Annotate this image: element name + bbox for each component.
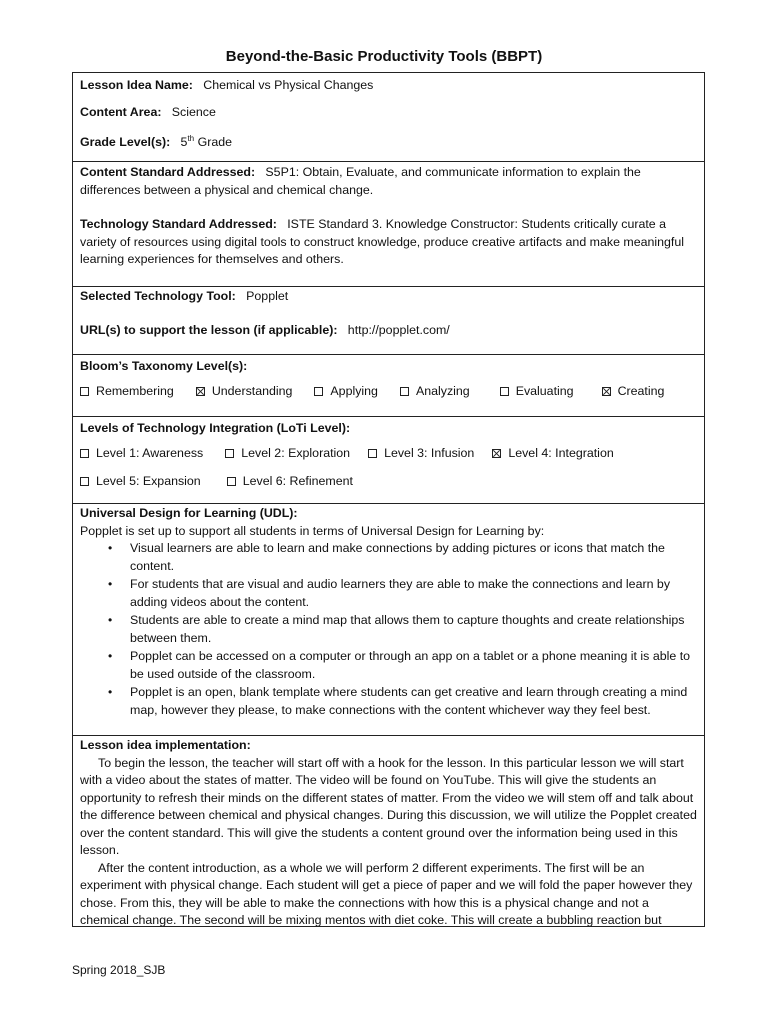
grade-level-label: Grade Level(s): [80,135,171,150]
udl-bullet-item: • Popplet is an open, blank template where students can get creative and learn through creating a mind map, however they please, to make connections with the content whichever way they feel best. [130,684,697,719]
checkbox-label: Analyzing [415,383,470,398]
implementation-paragraph-1: To begin the lesson, the teacher will start off with a hook for the lesson. In this particular lesson we will start with a video about the states of matter. The video will be found on YouTube. This will give the students an opportunity to refresh their minds on the different states of matter. From the video we will stem off and talk about the difference between chemical and physical changes. During this discussion, we will utilize the Popplet created over the content standard. This will give the students a content ground over the information being used in this lesson. [80,755,697,857]
checkbox-label: Evaluating [515,383,574,398]
checkbox-label: Remembering [96,383,174,398]
checkbox-label: Level 3: Infusion [384,445,475,460]
technology-standard-value: ISTE Standard 3. Knowledge Constructor: Students critically curate a variety of resources using digital tools to construct knowledge, produce creative artifacts and make meaningful learning experiences for themselves and others. [80,217,685,266]
checkbox-label: Level 5: Expansion [96,473,201,488]
unchecked-box-icon[interactable] [314,387,323,396]
content-standard-value: S5P1: Obtain, Evaluate, and communicate information to explain the differences between a physical and chemical change. [80,165,641,197]
tool-value: Popplet [246,289,289,303]
implementation-heading: Lesson idea implementation: [80,738,251,752]
grade-level-value: 5th Grade [180,134,233,150]
checkbox-option[interactable] [400,383,470,401]
udl-bullet-item: • Students are able to create a mind map that allows them to capture thoughts and create relationships between them. [130,612,697,647]
udl-intro: Popplet is set up to support all students in terms of Universal Design for Learning by: [80,523,545,538]
udl-bullet-list [80,540,697,719]
checkbox-option[interactable] [196,383,293,401]
unchecked-box-icon[interactable] [227,477,236,486]
checkbox-label: Applying [330,383,378,398]
checkbox-option[interactable] [80,473,201,491]
lesson-form [72,72,705,927]
blooms-checkbox-row [80,381,697,403]
checkbox-label: Level 4: Integration [508,445,614,460]
loti-checkbox-row-1 [80,443,697,465]
unchecked-box-icon[interactable] [80,449,89,458]
url-label: URL(s) to support the lesson (if applicable): [80,322,338,337]
implementation-paragraph-2: After the content introduction, as a whole we will perform 2 different experiments. The first will be an experiment with physical change. Each student will get a piece of paper and we will fold the paper however they chose. From this, they will be able to make the connections with how this is a physical change and not a chemical change. The second will be mixing mentos with diet coke. This will create a bubbling reaction but [80,860,693,926]
checkbox-label: Level 2: Exploration [241,445,351,460]
blooms-label: Bloom’s Taxonomy Level(s): [80,359,248,373]
checked-box-icon[interactable] [196,387,205,396]
loti-checkbox-row-2 [80,471,697,493]
lesson-idea-label: Lesson Idea Name: [80,78,193,92]
udl-bullet-item: • For students that are visual and audio learners they are able to make the connections and learn by adding videos about the content. [130,576,697,611]
checked-box-icon[interactable] [492,449,501,458]
content-area-value: Science [171,104,216,119]
footer-note: Spring 2018_SJB [72,963,166,977]
technology-standard-label: Technology Standard Addressed: [80,217,277,231]
checkbox-option[interactable] [492,445,613,463]
udl-heading: Universal Design for Learning (UDL): [80,506,298,520]
loti-label: Levels of Technology Integration (LoTi Level): [80,421,351,435]
unchecked-box-icon[interactable] [368,449,377,458]
checkbox-option[interactable] [227,473,353,491]
loti-section [73,417,704,504]
page-title: Beyond-the-Basic Productivity Tools (BBPT) [225,48,543,65]
checkbox-option[interactable] [500,383,574,401]
checkbox-option[interactable] [80,445,203,463]
checked-box-icon[interactable] [602,387,611,396]
lesson-info-section [73,73,704,162]
blooms-section [73,355,704,417]
content-standard-label: Content Standard Addressed: [80,165,256,179]
implementation-section [73,736,704,926]
checkbox-option[interactable] [368,445,474,463]
standards-section [73,162,704,287]
checkbox-label: Level 6: Refinement [242,473,353,488]
technology-tool-section [73,287,704,355]
lesson-idea-value: Chemical vs Physical Changes [203,78,374,92]
checkbox-label: Understanding [211,383,293,398]
unchecked-box-icon[interactable] [80,387,89,396]
checkbox-option[interactable] [225,445,350,463]
content-area-label: Content Area: [80,104,162,119]
checkbox-label: Level 1: Awareness [96,445,204,460]
checkbox-option[interactable] [314,383,378,401]
unchecked-box-icon[interactable] [225,449,234,458]
unchecked-box-icon[interactable] [500,387,509,396]
udl-section [73,504,704,736]
unchecked-box-icon[interactable] [400,387,409,396]
tool-label: Selected Technology Tool: [80,289,236,303]
checkbox-option[interactable] [602,383,665,401]
unchecked-box-icon[interactable] [80,477,89,486]
checkbox-label: Creating [617,383,665,398]
udl-bullet-item: • Visual learners are able to learn and make connections by adding pictures or icons that match the content. [130,540,697,575]
udl-bullet-item: • Popplet can be accessed on a computer or through an app on a tablet or a phone meaning it is able to be used outside of the classroom. [130,648,697,683]
checkbox-option[interactable] [80,383,174,401]
url-link[interactable]: http://popplet.com/ [347,322,450,337]
